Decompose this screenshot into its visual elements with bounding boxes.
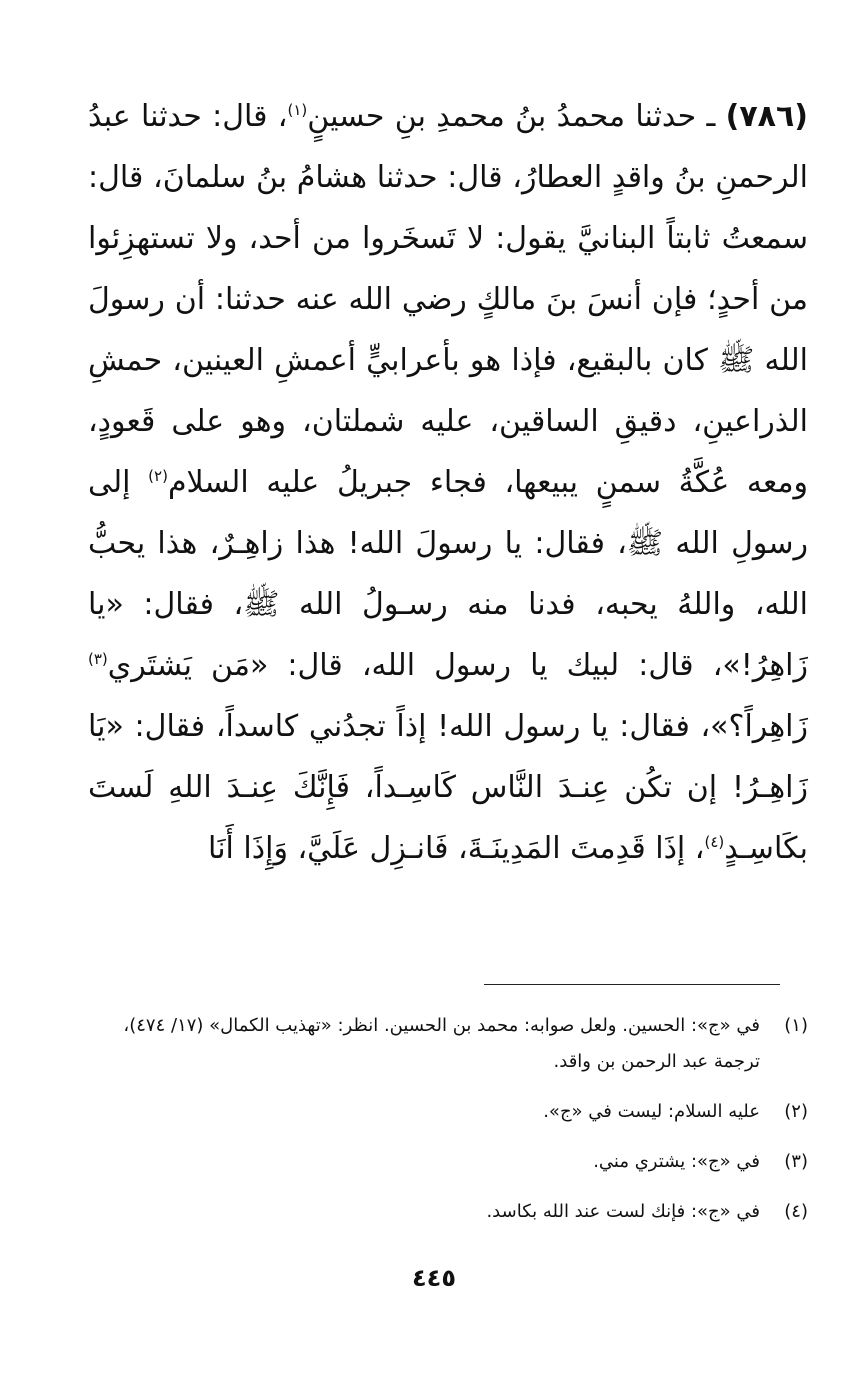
hadith-number: (٧٨٦) bbox=[725, 99, 808, 134]
footnote-1 bbox=[88, 1008, 808, 1080]
footnote-4 bbox=[88, 1194, 808, 1230]
footnote-text: عليه السلام: ليست في «ج». bbox=[543, 1101, 760, 1122]
footnote-3 bbox=[88, 1144, 808, 1180]
hadith-segment-5: ، إذَا قَدِمتَ المَدِينَـةَ، فَانـزِل عَلَيَّ، وَإِذَا أَنَا bbox=[208, 831, 705, 866]
footnote-marker-1[interactable]: (١) bbox=[287, 101, 308, 119]
footnotes bbox=[88, 1008, 808, 1244]
footnote-text: في «ج»: فإنك لست عند الله بكاسد. bbox=[486, 1201, 760, 1222]
hadith-segment-2: ، قال: حدثنا عبدُ الرحمنِ بنُ واقدٍ العطارُ، قال: حدثنا هشامُ بنُ سلمانَ، قال: سمعتُ ثابتاً البنانيَّ يقول: لا تَسخَروا من أحد، ولا تستهزِئوا من أحدٍ؛ فإن أنسَ بنَ مالكٍ رضي الله عنه حدثنا: أن رسولَ الله ﷺ كان بالبقيع، فإذا هو بأعرابيٍّ أعمشِ العينين، حمشِ الذراعينِ، دقيقِ الساقين، عليه شملتان، وهو على قَعودٍ، ومعه عُكَّةُ سمنٍ يبيعها، فجاء جبريلُ عليه السلام bbox=[88, 99, 808, 500]
footnote-text: في «ج»: يشتري مني. bbox=[593, 1151, 760, 1172]
page-number: ٤٤٥ bbox=[412, 1264, 456, 1292]
footnote-marker-3[interactable]: (٣) bbox=[88, 650, 108, 668]
footnote-divider bbox=[484, 984, 780, 985]
hadith-text bbox=[88, 86, 808, 879]
hadith-segment-4: زَاهِراً؟»، فقال: يا رسول الله! إذاً تجدُني كاسداً، فقال: «يَا زَاهِـرُ! إن تكُن عِنـدَ النَّاس كَاسِـداً، فَإِنَّكَ عِنـدَ اللهِ لَستَ بكَاسِـدٍ bbox=[88, 709, 808, 866]
hadith-dash: ـ bbox=[696, 99, 726, 134]
footnote-text: في «ج»: الحسين. ولعل صوابه: محمد بن الحسين. انظر: «تهذيب الكمال» (١٧/ ٤٧٤)، ترجمة عبد الرحمن بن واقد. bbox=[123, 1015, 760, 1072]
footnote-marker-2[interactable]: (٢) bbox=[148, 467, 168, 485]
footnote-number: (٢) bbox=[784, 1101, 808, 1122]
footnote-2 bbox=[88, 1094, 808, 1130]
footnote-marker-4[interactable]: (٤) bbox=[704, 833, 725, 851]
hadith-segment-3: إلى رسولِ الله ﷺ، فقال: يا رسولَ الله! هذا زاهِـرٌ، هذا يحبُّ الله، واللهُ يحبه، فدنا منه رسـولُ الله ﷺ، فقال: «يا زَاهِرُ!»، قال: لبيك يا رسول الله، قال: «مَن يَشتَري bbox=[88, 465, 808, 683]
footnote-number: (٣) bbox=[784, 1151, 808, 1172]
page-body bbox=[88, 86, 808, 879]
footnote-number: (٤) bbox=[784, 1201, 808, 1222]
footnote-number: (١) bbox=[784, 1015, 808, 1036]
hadith-segment-1: حدثنا محمدُ بنُ محمدِ بنِ حسينٍ bbox=[307, 99, 697, 134]
